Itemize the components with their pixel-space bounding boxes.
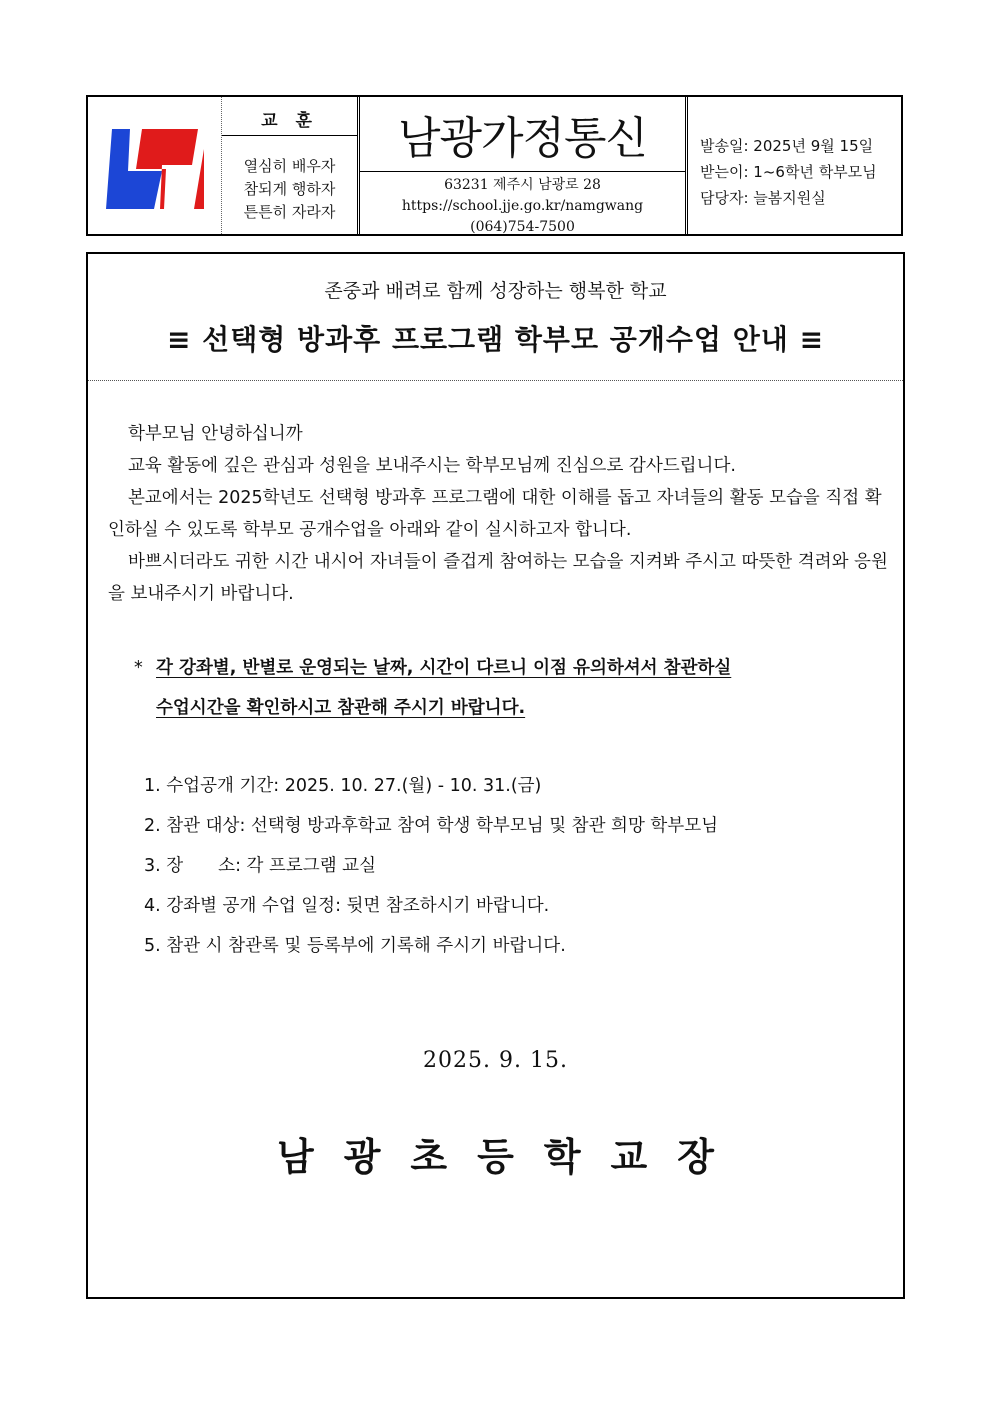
notice-line: 수업시간을 확인하시고 참관해 주시기 바랍니다. bbox=[156, 698, 526, 718]
motto-title: 교 훈 bbox=[222, 97, 357, 136]
info-cell bbox=[688, 97, 901, 234]
recipients: 받는이: 1~6학년 학부모님 bbox=[700, 163, 877, 181]
school-logo bbox=[106, 129, 204, 209]
logo-cell bbox=[88, 97, 222, 234]
school-address: 63231 제주시 남광로 28 bbox=[444, 177, 601, 193]
list-item: 1. 수업공개 기간: 2025. 10. 27.(월) - 10. 31.(금) bbox=[144, 776, 542, 796]
motto-line: 튼튼히 자라자 bbox=[243, 203, 336, 221]
school-website: https://school.jje.go.kr/namgwang bbox=[401, 198, 644, 214]
list-item: 4. 강좌별 공개 수업 일정: 뒷면 참조하시기 바랍니다. bbox=[144, 896, 550, 916]
motto-lines bbox=[222, 155, 357, 224]
letter-body bbox=[86, 252, 905, 1299]
letter-title: ≡ 선택형 방과후 프로그램 학부모 공개수업 안내 ≡ bbox=[166, 323, 825, 356]
dotted-divider bbox=[88, 380, 903, 381]
notice-box bbox=[134, 648, 894, 728]
motto-line: 참되게 행하자 bbox=[243, 180, 336, 198]
details-list bbox=[144, 766, 884, 966]
paragraph: 교육 활동에 깊은 관심과 성원을 보내주시는 학부모님께 진심으로 감사드립니다. bbox=[128, 456, 736, 476]
list-item: 5. 참관 시 참관록 및 등록부에 기록해 주시기 바랍니다. bbox=[144, 936, 566, 956]
paragraph: 본교에서는 2025학년도 선택형 방과후 프로그램에 대한 이해를 돕고 자녀들의 활동 모습을 직접 확인하실 수 있도록 학부모 공개수업을 아래와 같이 실시하고자 합니다. bbox=[108, 488, 882, 540]
notice-line: * 각 강좌별, 반별로 운영되는 날짜, 시간이 다르니 이점 유의하셔서 참관하실 bbox=[134, 648, 894, 688]
paragraph: 바쁘시더라도 귀한 시간 내시어 자녀들이 즐겁게 참여하는 모습을 지켜봐 주시고 따뜻한 격려와 응원을 보내주시기 바랍니다. bbox=[108, 552, 888, 604]
school-slogan: 존중과 배려로 함께 성장하는 행복한 학교 bbox=[324, 280, 667, 302]
school-contact bbox=[360, 175, 685, 238]
school-phone: (064)754-7500 bbox=[470, 219, 575, 235]
contact-person: 담당자: 늘봄지원실 bbox=[700, 189, 826, 207]
title-cell bbox=[360, 97, 688, 234]
list-item: 2. 참관 대상: 선택형 방과후학교 참여 학생 학부모님 및 참관 희망 학부모님 bbox=[144, 816, 719, 836]
issue-date: 2025. 9. 15. bbox=[423, 1048, 568, 1073]
principal-signature: 남광초등학교장 bbox=[277, 1135, 744, 1179]
motto-cell bbox=[222, 97, 360, 234]
newsletter-title: 남광가정통신 bbox=[360, 103, 685, 172]
send-date: 발송일: 2025년 9월 15일 bbox=[700, 137, 874, 155]
delivery-info bbox=[700, 133, 877, 211]
asterisk: * bbox=[134, 658, 143, 678]
motto-line: 열심히 배우자 bbox=[243, 157, 336, 175]
greeting: 학부모님 안녕하십니까 bbox=[128, 424, 303, 444]
list-item: 3. 장 소: 각 프로그램 교실 bbox=[144, 856, 376, 876]
newsletter-header bbox=[86, 95, 903, 236]
